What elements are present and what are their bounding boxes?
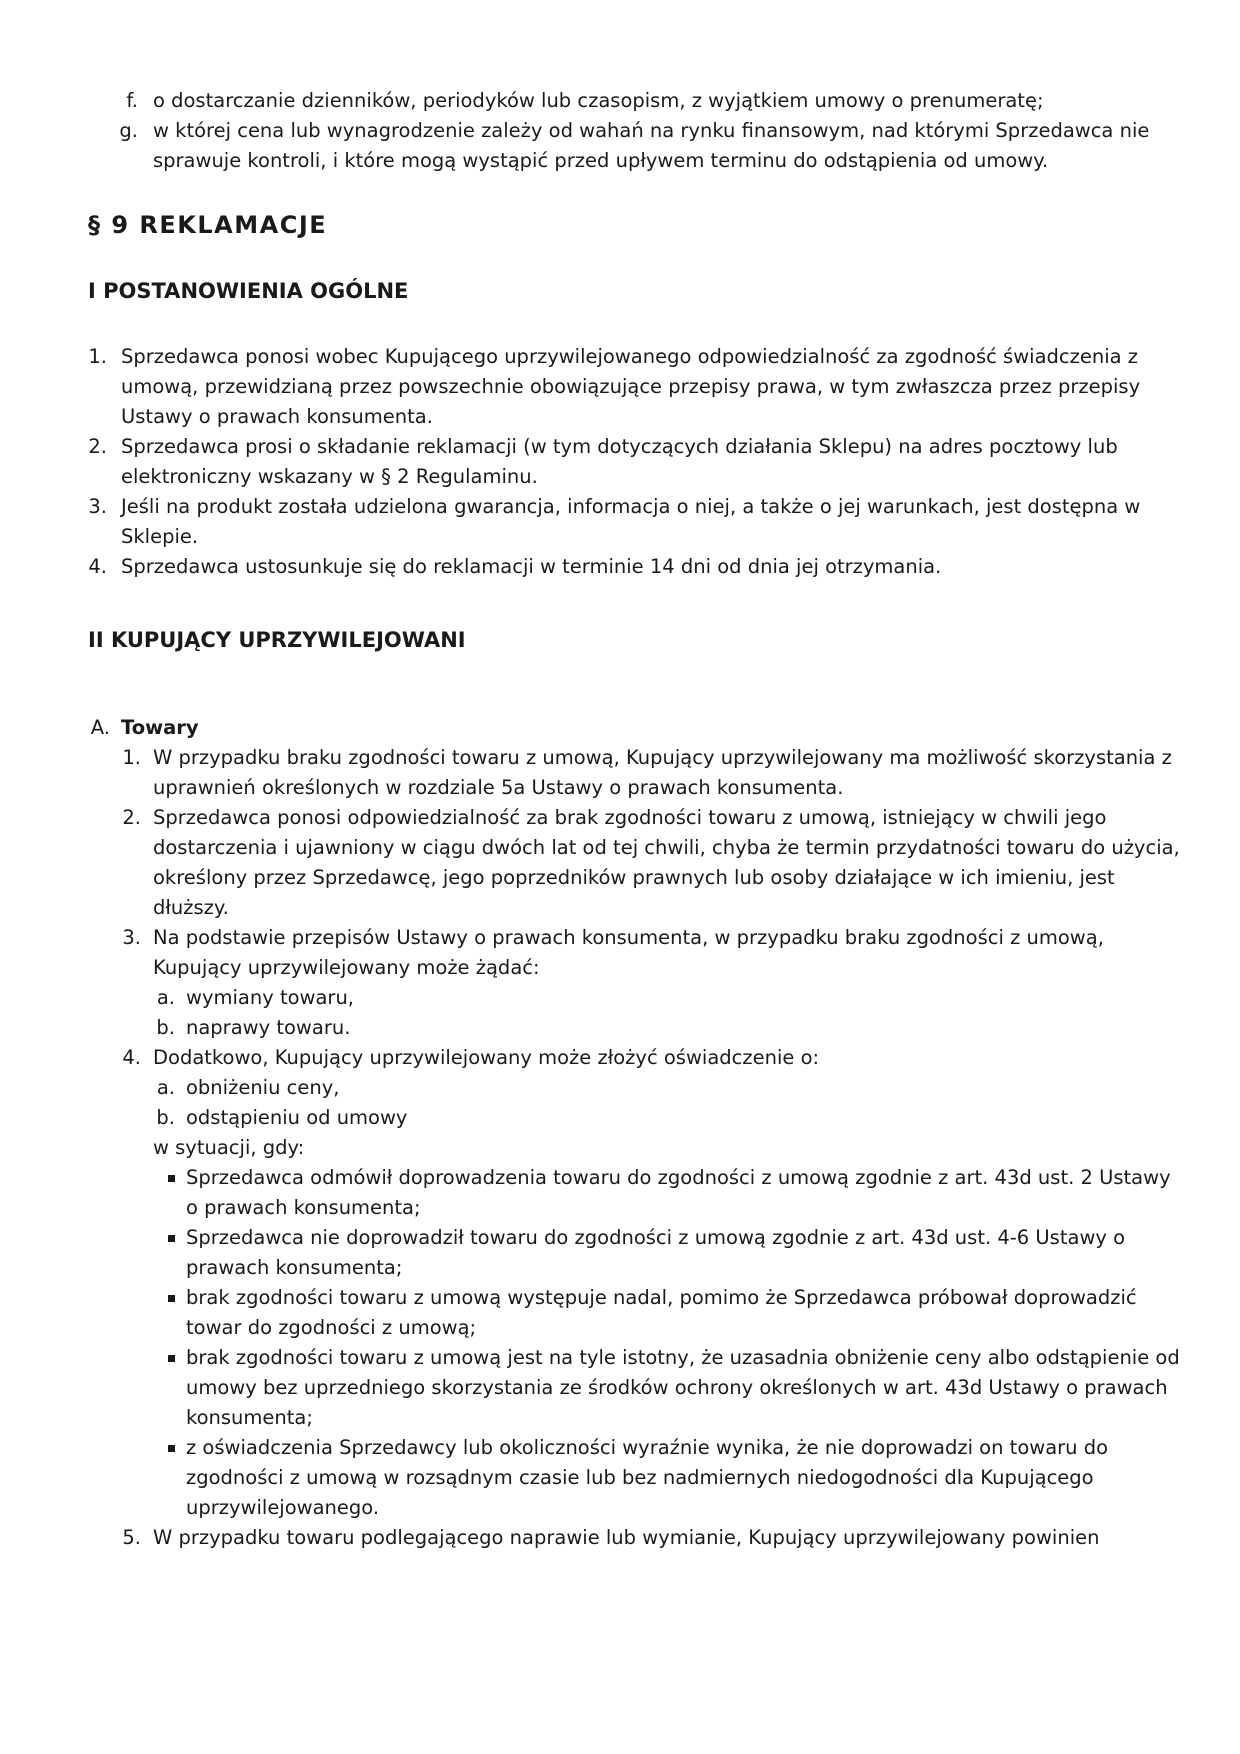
- goods-item-3-sub-marker-b: b.: [156, 1016, 175, 1039]
- part-label-towary: Towary: [121, 716, 199, 739]
- general-item-3-line-2: Sklepie.: [121, 525, 199, 548]
- bullet-1-line-2: o prawach konsumenta;: [186, 1196, 421, 1219]
- bullet-5-line-1: z oświadczenia Sprzedawcy lub okoliczności wyraźnie wynika, że nie doprowadzi on towaru do: [186, 1436, 1109, 1459]
- general-item-1-line-2: umową, przewidzianą przez powszechnie obowiązujące przepisy prawa, w tym zwłaszcza przez przepisy: [121, 375, 1141, 398]
- subsection-heading-general: I POSTANOWIENIA OGÓLNE: [88, 279, 409, 303]
- bullet-2-line-1: Sprzedawca nie doprowadził towaru do zgodności z umową zgodnie z art. 43d ust. 4-6 Ustawy o: [186, 1226, 1126, 1249]
- general-item-2-line-1: Sprzedawca prosi o składanie reklamacji (w tym dotyczących działania Sklepu) na adres pocztowy lub: [121, 435, 1118, 458]
- list-item-f-line-1: o dostarczanie dzienników, periodyków lub czasopism, z wyjątkiem umowy o prenumeratę;: [153, 89, 1044, 112]
- goods-item-3-sub-b: naprawy towaru.: [186, 1016, 351, 1039]
- section-heading: § 9 REKLAMACJE: [88, 211, 328, 239]
- bullet-square-icon: [168, 1175, 175, 1182]
- part-marker-a: A.: [90, 716, 110, 739]
- bullet-5-line-2: zgodności z umową w rozsądnym czasie lub bez nadmiernych niedogodności dla Kupującego: [186, 1466, 1094, 1489]
- list-item-g-line-1: w której cena lub wynagrodzenie zależy od wahań na rynku finansowym, nad którymi Sprzedawca nie: [153, 119, 1150, 142]
- bullet-square-icon: [168, 1295, 175, 1302]
- goods-item-1-line-2: uprawnień określonych w rozdziale 5a Ustawy o prawach konsumenta.: [153, 776, 844, 799]
- list-marker-f: f.: [126, 89, 138, 112]
- goods-item-3-sub-marker-a: a.: [156, 986, 175, 1009]
- bullet-1-line-1: Sprzedawca odmówił doprowadzenia towaru do zgodności z umową zgodnie z art. 43d ust. 2 Ustawy: [186, 1166, 1171, 1189]
- goods-item-2-line-4: dłuższy.: [153, 896, 229, 919]
- list-marker-g: g.: [119, 119, 138, 142]
- goods-item-3-line-1: Na podstawie przepisów Ustawy o prawach konsumenta, w przypadku braku zgodności z umową,: [153, 926, 1104, 949]
- goods-item-2-line-1: Sprzedawca ponosi odpowiedzialność za brak zgodności towaru z umową, istniejący w chwili jego: [153, 806, 1107, 829]
- goods-marker-5: 5.: [122, 1526, 141, 1549]
- general-marker-1: 1.: [88, 345, 107, 368]
- goods-item-4-sub-marker-b: b.: [156, 1106, 175, 1129]
- general-marker-3: 3.: [88, 495, 107, 518]
- goods-item-5-line-1: W przypadku towaru podlegającego naprawie lub wymianie, Kupujący uprzywilejowany powinien: [153, 1526, 1100, 1549]
- bullet-square-icon: [168, 1235, 175, 1242]
- general-item-4-line-1: Sprzedawca ustosunkuje się do reklamacji w terminie 14 dni od dnia jej otrzymania.: [121, 555, 942, 578]
- goods-marker-1: 1.: [122, 746, 141, 769]
- general-item-2-line-2: elektroniczny wskazany w § 2 Regulaminu.: [121, 465, 538, 488]
- general-item-3-line-1: Jeśli na produkt została udzielona gwarancja, informacja o niej, a także o jej warunkach, jest dostępna w: [121, 495, 1141, 518]
- bullet-4-line-3: konsumenta;: [186, 1406, 313, 1429]
- goods-item-1-line-1: W przypadku braku zgodności towaru z umową, Kupujący uprzywilejowany ma możliwość skorzystania z: [153, 746, 1172, 769]
- goods-marker-3: 3.: [122, 926, 141, 949]
- goods-marker-4: 4.: [122, 1046, 141, 1069]
- bullet-2-line-2: prawach konsumenta;: [186, 1256, 403, 1279]
- bullet-3-line-2: towar do zgodności z umową;: [186, 1316, 477, 1339]
- general-marker-4: 4.: [88, 555, 107, 578]
- bullet-5-line-3: uprzywilejowanego.: [186, 1496, 380, 1519]
- goods-item-3-sub-a: wymiany towaru,: [186, 986, 354, 1009]
- goods-item-4-line-1: Dodatkowo, Kupujący uprzywilejowany może złożyć oświadczenie o:: [153, 1046, 820, 1069]
- general-marker-2: 2.: [88, 435, 107, 458]
- subsection-heading-privileged: II KUPUJĄCY UPRZYWILEJOWANI: [88, 628, 466, 652]
- goods-item-4-after-text: w sytuacji, gdy:: [153, 1136, 305, 1159]
- general-item-1-line-3: Ustawy o prawach konsumenta.: [121, 405, 433, 428]
- goods-item-2-line-2: dostarczenia i ujawniony w ciągu dwóch lat od tej chwili, chyba że termin przydatności towaru do użycia,: [153, 836, 1180, 859]
- bullet-4-line-1: brak zgodności towaru z umową jest na tyle istotny, że uzasadnia obniżenie ceny albo odstąpienie od: [186, 1346, 1180, 1369]
- general-item-1-line-1: Sprzedawca ponosi wobec Kupującego uprzywilejowanego odpowiedzialność za zgodność świadczenia z: [121, 345, 1139, 368]
- bullet-3-line-1: brak zgodności towaru z umową występuje nadal, pomimo że Sprzedawca próbował doprowadzić: [186, 1286, 1137, 1309]
- bullet-square-icon: [168, 1355, 175, 1362]
- bullet-4-line-2: umowy bez uprzedniego skorzystania ze środków ochrony określonych w art. 43d Ustawy o prawach: [186, 1376, 1168, 1399]
- goods-item-2-line-3: określony przez Sprzedawcę, jego poprzedników prawnych lub osoby działające w ich imieniu, jest: [153, 866, 1115, 889]
- goods-marker-2: 2.: [122, 806, 141, 829]
- list-item-g-line-2: sprawuje kontroli, i które mogą wystąpić przed upływem terminu do odstąpienia od umowy.: [153, 149, 1049, 172]
- goods-item-4-sub-a: obniżeniu ceny,: [186, 1076, 340, 1099]
- bullet-square-icon: [168, 1445, 175, 1452]
- goods-item-3-line-2: Kupujący uprzywilejowany może żądać:: [153, 956, 540, 979]
- goods-item-4-sub-b: odstąpieniu od umowy: [186, 1106, 408, 1129]
- goods-item-4-sub-marker-a: a.: [156, 1076, 175, 1099]
